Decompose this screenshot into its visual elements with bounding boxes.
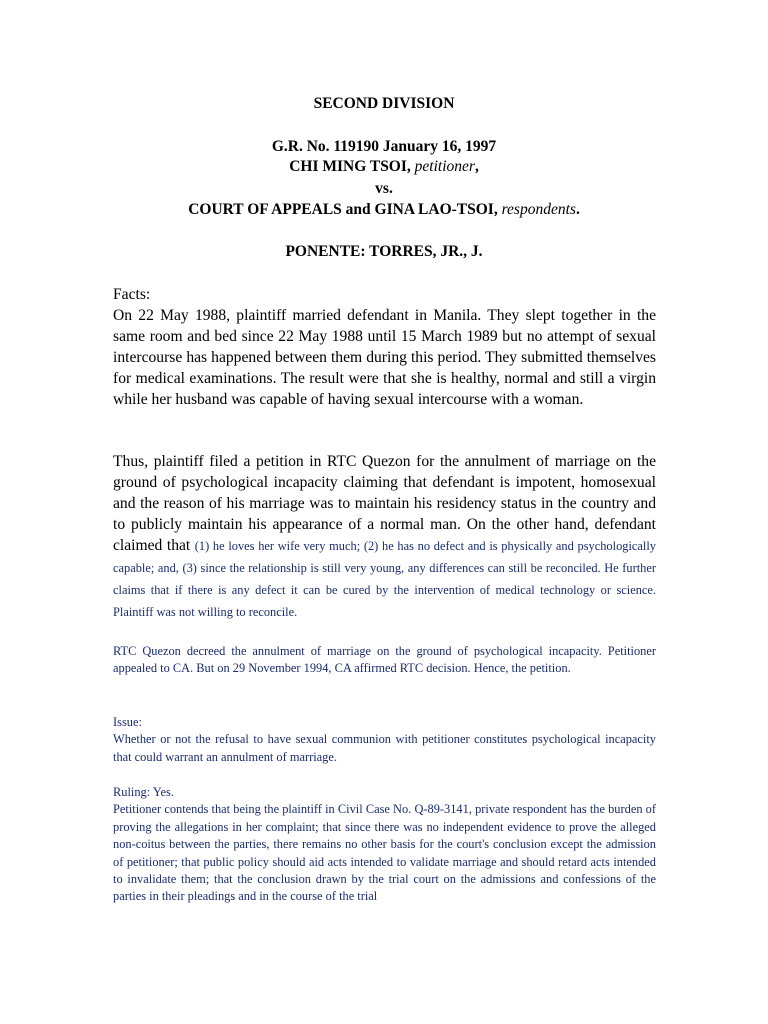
ruling-text: Petitioner contends that being the plaintiff in Civil Case No. Q-89-3141, private respondent has the burden of proving the allegations in her complaint; that since there was no independent evidence to prove the alleged non-coitus between the parties, there remains no other basis for the court's conclusion except the admission of petitioner; that public policy should aid acts intended to validate marriage and should retard acts intended to invalidate them; that the conclusion drawn by the trial court on the admissions and confessions of the parties in their pleadings and in the course of the trial bbox=[113, 802, 656, 904]
facts-paragraph-3: RTC Quezon decreed the annulment of marriage on the ground of psychological incapacity. Petitioner appealed to CA. But on 29 November 1994, CA affirmed RTC decision. Hence, the petition. bbox=[113, 644, 656, 676]
respondents-role: respondents bbox=[501, 201, 576, 218]
issue-section bbox=[113, 714, 656, 766]
versus-line: vs. bbox=[375, 180, 393, 197]
respondents-end: . bbox=[575, 201, 580, 218]
petitioner-line bbox=[0, 158, 768, 176]
facts-paragraph-2-main: Thus, plaintiff filed a petition in RTC Quezon for the annulment of marriage on the ground of psychological incapacity claiming that defendant is impotent, homosexual and the reason of his marriage was to maintain his residency status in the country and to publicly maintain his appearance of a normal man. On the other hand, defendant claimed that bbox=[113, 453, 656, 554]
facts-paragraph-2 bbox=[113, 451, 656, 623]
petitioner-role: petitioner bbox=[414, 158, 475, 175]
petitioner-end: , bbox=[474, 158, 479, 175]
petitioner-name: CHI MING TSOI, bbox=[289, 158, 411, 175]
facts-paragraph-1: On 22 May 1988, plaintiff married defendant in Manila. They slept together in the same room and bed since 22 May 1988 until 15 March 1989 but no attempt of sexual intercourse has happened between them during this period. They submitted themselves for medical examinations. The result were that she is healthy, normal and still a virgin while her husband was capable of having sexual intercourse with a woman. bbox=[113, 307, 656, 408]
respondents-line bbox=[0, 201, 768, 219]
facts-section bbox=[113, 284, 656, 410]
issue-text: Whether or not the refusal to have sexual communion with petitioner constitutes psychological incapacity that could warrant an annulment of marriage. bbox=[113, 732, 656, 764]
case-number: G.R. No. 119190 January 16, 1997 bbox=[271, 138, 497, 155]
issue-label: Issue: bbox=[113, 715, 142, 729]
facts-label: Facts: bbox=[113, 286, 151, 303]
ruling-label: Ruling: Yes. bbox=[113, 785, 174, 799]
ruling-section bbox=[113, 784, 656, 906]
respondents-name: COURT OF APPEALS and GINA LAO-TSOI, bbox=[188, 201, 498, 218]
facts-paragraph-2-tail: (1) he loves her wife very much; (2) he has no defect and is physically and psychologically capable; and, (3) since the relationship is still very young, any differences can still be reconciled. He further claims that if there is any defect it can be cured by the intervention of medical technology or science. Plaintiff was not willing to reconcile. bbox=[113, 539, 656, 619]
ponente-line: PONENTE: TORRES, JR., J. bbox=[285, 243, 483, 260]
division-heading: SECOND DIVISION bbox=[313, 95, 455, 112]
